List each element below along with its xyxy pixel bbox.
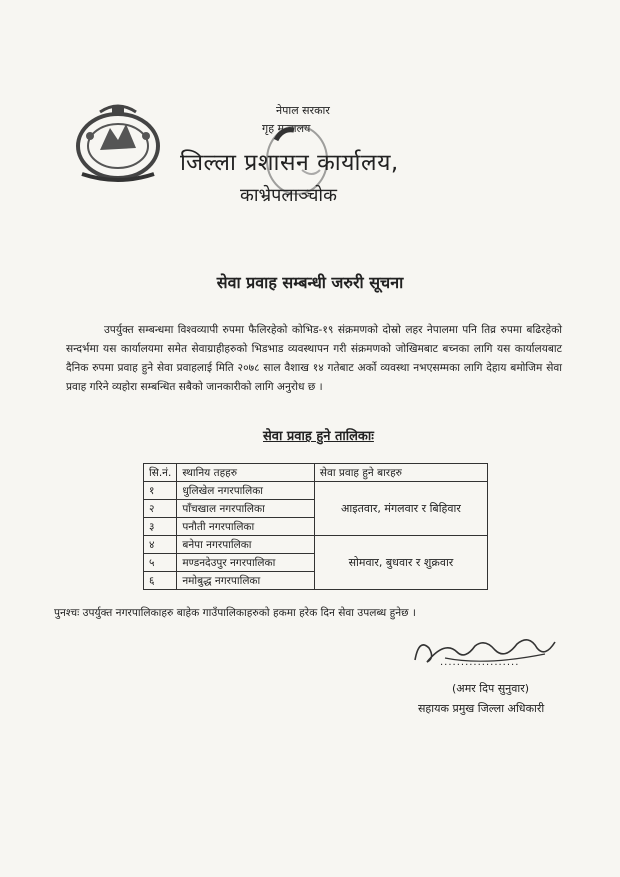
signatory-name: (अमर दिप सुनुवार) [452, 682, 529, 695]
row-municipality: मण्डनदेउपुर नगरपालिका [177, 554, 315, 572]
signatory-designation: सहायक प्रमुख जिल्ला अधिकारी [418, 702, 545, 715]
table-header-row [144, 464, 488, 482]
notice-body: उपर्युक्त सम्बन्धमा विश्वव्यापी रुपमा फैलिरहेको कोभिड-१९ संक्रमणको दोस्रो लहर नेपालमा पनि तिव्र रुपमा बढिरहेको सन्दर्भमा यस कार्यालयमा समेत सेवाग्राहीहरुको भिडभाड व्यवस्थापन गरी संक्रमणको जोखिमबाट बच्नका लागि यस कार्यालयबाट दैनिक रुपमा प्रवाह हुने सेवा प्रवाहलाई मिति २०७८ साल वैशाख १४ गतेबाट अर्को व्यवस्था नभएसम्मका लागि देहाय बमोजिम सेवा प्रवाह गरिने व्यहोरा सम्बन्धित सबैको जानकारीको लागि अनुरोध छ । [66, 324, 562, 393]
service-days-group-2: सोमवार, बुधवार र शुक्रवार [314, 536, 487, 590]
row-municipality: पाँचखाल नगरपालिका [177, 500, 315, 518]
nepal-emblem-icon [70, 98, 166, 188]
header-service-days: सेवा प्रवाह हुने बारहरु [314, 464, 487, 482]
row-municipality: बनेपा नगरपालिका [177, 536, 315, 554]
row-municipality: पनौती नगरपालिका [177, 518, 315, 536]
row-serial: २ [144, 500, 177, 518]
row-serial: ३ [144, 518, 177, 536]
signature-icon [405, 630, 585, 675]
service-days-group-1: आइतवार, मंगलवार र बिहिवार [314, 482, 487, 536]
table-row [144, 482, 488, 500]
schedule-table [143, 463, 488, 590]
postscript: पुनश्चः उपर्युक्त नगरपालिकाहरु बाहेक गाउँपालिकाहरुको हकमा हरेक दिन सेवा उपलब्ध हुनेछ । [54, 607, 416, 619]
row-serial: १ [144, 482, 177, 500]
schedule-title: सेवा प्रवाह हुने तालिकाः [263, 429, 374, 444]
row-serial: ५ [144, 554, 177, 572]
row-municipality: धुलिखेल नगरपालिका [177, 482, 315, 500]
government-label: नेपाल सरकार [276, 104, 330, 117]
signature-line: ................... [440, 657, 520, 668]
district-name: काभ्रेपलाञ्चोक [240, 185, 337, 206]
notice-title: सेवा प्रवाह सम्बन्धी जरुरी सूचना [216, 273, 404, 292]
row-municipality: नमोबुद्ध नगरपालिका [177, 572, 315, 590]
header-local-levels: स्थानिय तहहरु [177, 464, 315, 482]
row-serial: ४ [144, 536, 177, 554]
office-name: जिल्ला प्रशासन कार्यालय, [180, 150, 399, 176]
header-serial: सि.नं. [144, 464, 177, 482]
ministry-label: गृह मन्त्रालय [262, 122, 311, 135]
row-serial: ६ [144, 572, 177, 590]
table-row [144, 536, 488, 554]
